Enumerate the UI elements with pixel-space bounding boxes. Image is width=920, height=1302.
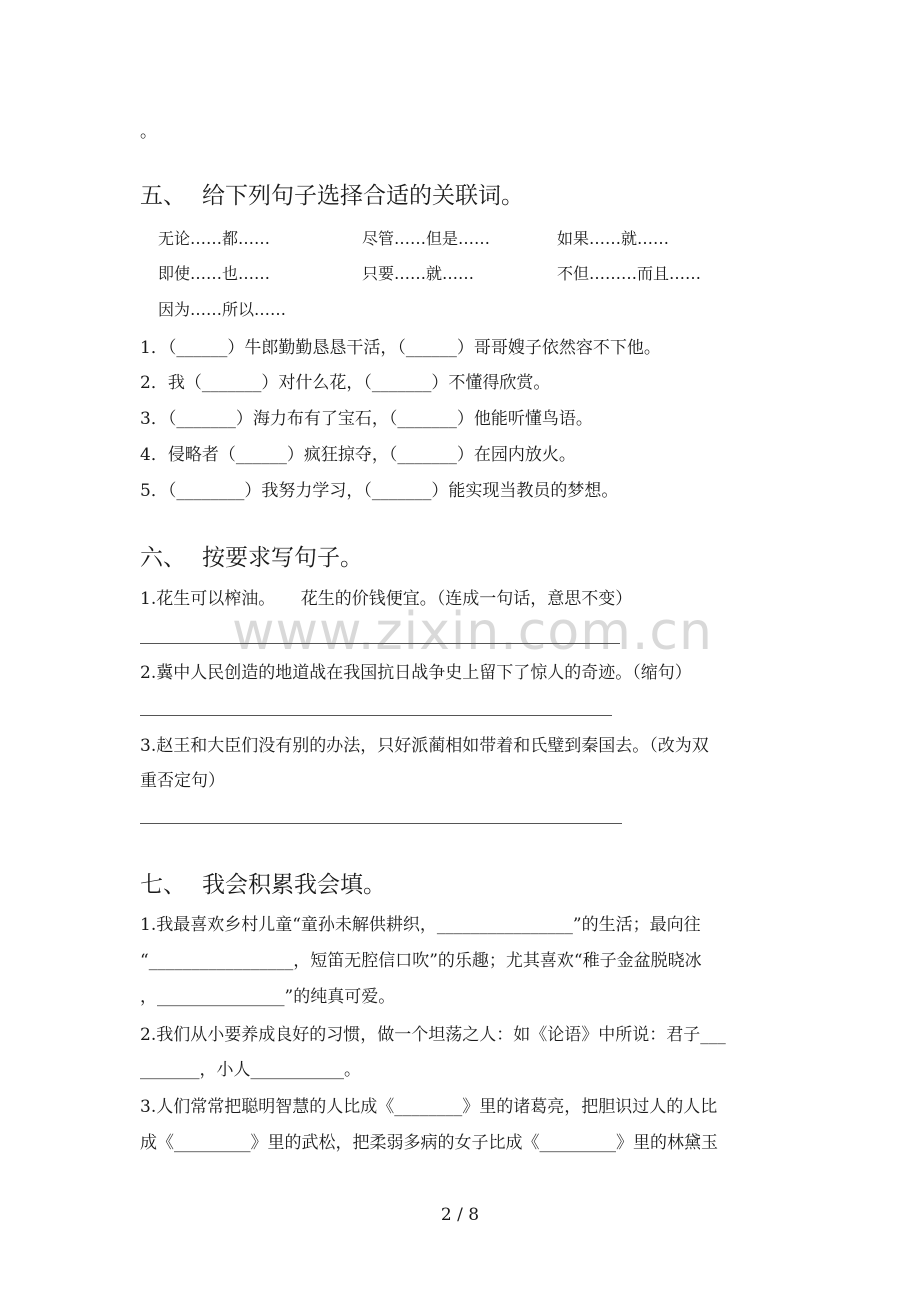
exercise-item: 5．（________）我努力学习，（_______）能实现当教员的梦想。 [140, 481, 619, 501]
option: 即使……也…… [158, 264, 271, 283]
section6-number: 六、 [140, 545, 186, 571]
answer-line-3[interactable] [140, 823, 622, 824]
option: 尽管……但是…… [362, 229, 491, 248]
answer-line-2[interactable] [140, 715, 612, 716]
exercise-item: 4．侵略者（______）疯狂掠夺，（_______）在园内放火。 [140, 445, 576, 465]
answer-line-1[interactable] [140, 643, 620, 644]
option: 无论……都…… [158, 229, 271, 248]
fill-line: _______，小人___________。 [140, 1060, 361, 1080]
option: 只要……就…… [362, 264, 475, 283]
exercise-item: 2．我（_______）对什么花，（_______）不懂得欣赏。 [140, 373, 551, 393]
question-3: 3.赵王和大臣们没有别的办法，只好派蔺相如带着和氏璧到秦国去。（改为双 [140, 736, 709, 756]
fill-line: 3.人们常常把聪明智慧的人比成《________》里的诸葛亮，把胆识过人的人比 [140, 1097, 718, 1117]
fill-line: “_________________，短笛无腔信口吹”的乐趣；尤其喜欢“稚子金盆脱晓冰 [140, 951, 702, 971]
question-2: 2.冀中人民创造的地道战在我国抗日战争史上留下了惊人的奇迹。（缩句） [140, 663, 692, 683]
fill-line: ，_______________”的纯真可爱。 [140, 987, 396, 1007]
section7-heading [140, 874, 386, 897]
fill-line: 成《_________》里的武松，把柔弱多病的女子比成《_________》里的林黛玉 [140, 1133, 718, 1153]
section5-title: 给下列句子选择合适的关联词。 [202, 183, 524, 209]
watermark: www.zixin.com.cn [232, 602, 713, 662]
section5-heading [140, 185, 524, 208]
fill-line: 1.我最喜欢乡村儿童“童孙未解供耕织，________________”的生活；最向往 [140, 915, 701, 935]
question-1: 1.花生可以榨油。 花生的价钱便宜。（连成一句话，意思不变） [140, 589, 633, 609]
question-3-cont: 重否定句） [140, 771, 225, 791]
section5-number: 五、 [140, 183, 186, 209]
exercise-item: 1．（______）牛郎勤勤恳恳干活，（______）哥哥嫂子依然容不下他。 [140, 338, 661, 358]
section6-heading [140, 547, 363, 570]
section7-title: 我会积累我会填。 [202, 872, 386, 898]
section6-title: 按要求写句子。 [202, 545, 363, 571]
fill-line: 2.我们从小要养成良好的习惯，做一个坦荡之人：如《论语》中所说：君子___ [140, 1025, 726, 1045]
page-number: 2 / 8 [440, 1205, 480, 1225]
option: 因为……所以…… [158, 300, 287, 319]
section7-number: 七、 [140, 872, 186, 898]
option: 不但………而且…… [557, 264, 702, 283]
option: 如果……就…… [557, 229, 670, 248]
top-mark: 。 [140, 122, 157, 142]
exercise-item: 3．（_______）海力布有了宝石，（_______）他能听懂鸟语。 [140, 409, 593, 429]
